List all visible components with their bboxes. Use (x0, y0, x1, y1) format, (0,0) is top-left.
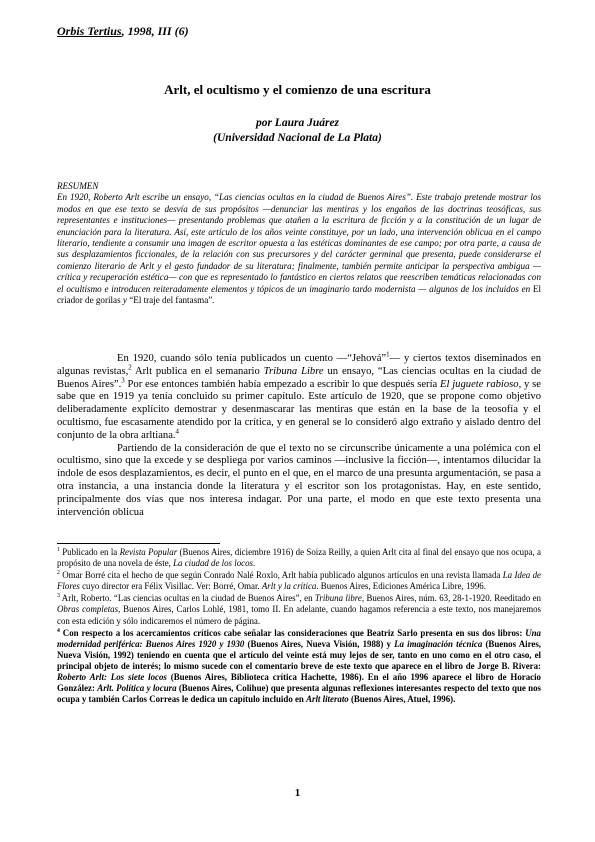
author-affiliation: (Universidad Nacional de La Plata) (213, 132, 382, 144)
cited-title: Arlt. Política y locura (97, 683, 177, 694)
footnote (57, 547, 541, 569)
abstract-text: En 1920, Roberto Arlt escribe un ensayo, “Las ciencias ocultas en la ciudad de Buenos Aires”. Este trabajo pretende mostrar los modos en que ese texto se desvía de sus propósitos —denunciar las mentiras y los engaños de las doctrinas teosóficas, sus representantes e instituciones— presentando problemas que atañen a la escritura de ficción y a la constitución de un lugar de enunciación para la literatura. Así, este artículo de los años veinte constituye, por un lado, una intervención oblicua en el campo literario, tendiente a consumir una imagen de escritor opuesta a las estéticas dominantes de ese campo; por otra parte, a causa de sus desplazamientos ficcionales, de la relación con sus precursores y del carácter germinal que presenta, puede considerarse el comienzo literario de Arlt y el gesto fundador de su literatura; finalmente, también permite anticipar la perspectiva ambigua —crítica y recuperación estética— con que es representado lo fantástico en ciertos relatos que reescriben temáticas relacionadas con el ocultismo e introducen reiteradamente elementos y tópicos de un imaginario tardo modernista — algunos de los incluidos en (57, 192, 541, 294)
abstract-story-title: “El traje del fantasma” (129, 295, 213, 306)
footnote (57, 628, 541, 706)
text-span: , Buenos Aires, núm. 63, 28-1-1920. Reeditado en (361, 593, 541, 604)
text-span: , y se sabe que en 1919 ya tenía concluido su primer capítulo. Este artículo de 1920, que se propone como objetivo deliberadamente explícito demostrar y desenmascarar las mentiras que están en la base de la teosofía y el ocultismo, fue escasamente atendido por la crítica, y en general se lo consideró algo extraño y aislado dentro del conjunto de la obra arltiana. (57, 378, 541, 441)
footnote-number: 2 (57, 570, 60, 577)
footnote-ref: 1 (386, 351, 390, 359)
footnote-number: 3 (57, 593, 60, 600)
text-span: (Buenos Aires, Nueva Visión, 1992) teniendo en cuenta que el artículo del veinte está muy lejos de ser, tanto en uno como en el otro caso, el principal objeto de interés; lo mismo sucede con el comentario breve de este texto que aparece en el libro de Jorge B. Rivera: (57, 638, 541, 671)
text-span: Omar Borré cita el hecho de que según Conrado Nalé Roxlo, Arlt había publicado algunos artículos en una revista llamada (59, 570, 503, 581)
cited-title: Obras completas (57, 604, 119, 615)
journal-issue: , 1998, III (6) (121, 24, 189, 38)
footnote-rule (57, 543, 220, 544)
abstract-book-title: El criador de gorilas (57, 283, 541, 306)
footnote-ref: 3 (121, 377, 125, 385)
cited-title: Roberto Arlt: Los siete locos (57, 672, 167, 683)
text-span: un ensayo, “Las ciencias ocultas en la ciudad de Buenos Aires”. (57, 365, 541, 390)
page-number: 1 (294, 787, 301, 799)
publication-name: Tribuna Libre (263, 365, 324, 377)
cited-title: La imaginación técnica (394, 638, 483, 649)
text-span: (Buenos Aires, Biblioteca crítica Hachette, 1986). En el año 1996 aparece el libro de Horacio González: (57, 672, 541, 694)
text-span: (Buenos Aires, Nueva Visión, 1988) y (244, 638, 395, 649)
text-span: (Buenos Aires, Colihue) que presenta algunas reflexiones interesantes respecto del texto que nos ocupa y también Carlos Correas le dedica un capítulo incluido en (57, 683, 541, 705)
cited-title: Una modernidad periférica: Buenos Aires 1920 y 1930 (57, 627, 541, 649)
cited-title: La ciudad de los locos (173, 558, 253, 569)
text-span: . Buenos Aires, Ediciones América Libre, 1996. (316, 581, 486, 592)
novel-title: El juguete rabioso (440, 378, 519, 390)
text-span: cuyo director era Félix Visillac. Ver: Borré, Omar. (79, 581, 262, 592)
cited-title: Tribuna libre (314, 593, 362, 604)
running-header (57, 24, 189, 39)
abstract-text: . (212, 295, 215, 306)
text-span: — y ciertos textos diseminados en algunas revistas, (57, 353, 541, 377)
text-span: Por ese entonces también había empezado a escribir lo que después sería (124, 378, 441, 390)
cited-title: Revista Popular (119, 547, 178, 557)
text-span: Arlt, Roberto. “Las ciencias ocultas en la ciudad de Buenos Aires”, en (59, 593, 315, 604)
article-title: Arlt, el ocultismo y el comienzo de una escritura (164, 82, 431, 97)
body-text (57, 353, 541, 519)
body-paragraph (57, 353, 541, 443)
author-name: por Laura Juárez (255, 117, 340, 129)
footnote (57, 570, 541, 592)
author-block (57, 116, 538, 146)
journal-name: Orbis Tertius (57, 24, 122, 38)
text-span: (Buenos Aires, Atuel, 1996). (348, 694, 456, 705)
text-span: Arlt publica en el semanario (131, 365, 264, 377)
cited-title: La Idea de Flores (57, 570, 541, 592)
footnote-number: 1 (57, 547, 60, 554)
footnote-number: 4 (57, 627, 60, 634)
footnote-ref: 2 (128, 364, 132, 372)
text-span: Con respecto a los acercamientos críticos cabe señalar las consideraciones que Beatriz Sarlo presenta en sus dos libros: (59, 627, 526, 638)
text-span: . (252, 558, 256, 569)
body-paragraph: Partiendo de la consideración de que el texto no se circunscribe únicamente a una polémica con el ocultismo, sino que la excede y se despliega por varios caminos —inclusive la ficción—, intentamos dilucidar la índole de esos desplazamientos, es decir, el punto en el que, en el marco de una presunta argumentación, se pasa a otra instancia, a una instancia donde la literatura y el escritor son los protagonistas. Hay, en este sentido, principalmente dos vías que nos interesa indagar. Por una parte, el modo en que este texto presenta una intervención oblicua (57, 442, 541, 518)
text-span: En 1920, cuando sólo tenía publicados un cuento —“Jehová” (117, 353, 387, 364)
text-span: (Buenos Aires, diciembre 1916) de Soiza Reilly, a quien Arlt cita al final del ensayo que nos ocupa, a propósito de una novela de éste, (57, 547, 541, 569)
text-span: Publicado en la (59, 547, 120, 557)
footnote (57, 593, 541, 626)
cited-title: Arlt y la crítica (261, 581, 317, 592)
cited-title: Arlt literato (306, 694, 349, 705)
footnote-ref: 4 (175, 428, 179, 436)
footnotes (57, 547, 541, 706)
abstract (57, 181, 541, 306)
abstract-label: RESUMEN (57, 181, 99, 191)
abstract-text: y (120, 295, 130, 306)
text-span: , Buenos Aires, Carlos Lohlé, 1981, tomo II. En adelante, cuando hagamos referencia a este texto, nos manejaremos con esta edición y sólo indicaremos el número de página. (57, 604, 541, 626)
